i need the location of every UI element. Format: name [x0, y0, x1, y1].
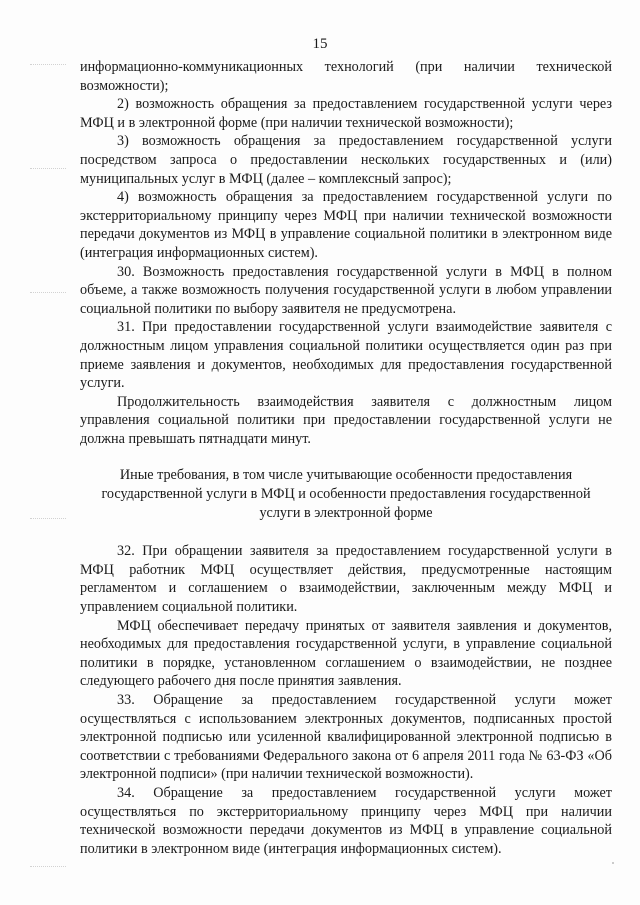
- paragraph: 30. Возможность предоставления государственной услуги в МФЦ в полном объеме, а также возможность получения государственной услуги в любом управлении социальной политики по выбору заявителя не предусмотрена.: [80, 263, 612, 317]
- scan-artifact: [30, 518, 66, 527]
- paragraph: 3) возможность обращения за предоставлением государственной услуги посредством запроса о предоставлении нескольких государственных и (или) муниципальных услуг в МФЦ (далее – комплексный запрос);: [80, 133, 612, 187]
- paragraph: 32. При обращении заявителя за предоставлением государственной услуги в МФЦ работник МФЦ осуществляет действия, предусмотренные настоящим регламентом и соглашением о взаимодействии, заключенным между МФЦ и управлением социальной политики.: [80, 543, 612, 616]
- paragraph: 34. Обращение за предоставлением государственной услуги может осуществляться по экстерриториальному принципу через МФЦ при наличии технической возможности передачи документов из МФЦ в управление социальной политики в электронном виде (интеграция информационных систем).: [80, 784, 612, 857]
- scan-artifact: [30, 866, 66, 875]
- paragraphs-before-heading: [80, 58, 612, 448]
- section-heading: Иные требования, в том числе учитывающие особенности предоставления государственной услуги в МФЦ и особенности предоставления государственной услуги в электронной форме: [101, 467, 591, 521]
- scan-artifact: [30, 292, 66, 301]
- scan-artifact: [30, 168, 66, 177]
- page-number: 15: [312, 36, 328, 52]
- paragraph: 33. Обращение за предоставлением государственной услуги может осуществляться с использованием электронных документов, подписанных простой электронной подписью или усиленной квалифицированной электронной подписью в соответствии с требованиями Федерального закона от 6 апреля 2011 года № 63-ФЗ «Об электронной подписи» (при наличии технической возможности).: [80, 692, 612, 783]
- paragraph: информационно-коммуникационных технологий (при наличии технической возможности);: [80, 59, 612, 94]
- paragraph: 4) возможность обращения за предоставлением государственной услуги по экстерриториальному принципу через МФЦ при наличии технической возможности передачи документов из МФЦ в управление социальной политики в электронном виде (интеграция информационных систем).: [80, 189, 612, 261]
- paragraph: МФЦ обеспечивает передачу принятых от заявителя заявления и документов, необходимых для предоставления государственной услуги, в управление социальной политики в порядке, установленном соглашением о взаимодействии, не позднее следующего рабочего дня после принятия заявления.: [80, 617, 612, 690]
- paragraph: Продолжительность взаимодействия заявителя с должностным лицом управления социальной политики при предоставлении государственной услуги не должна превышать пятнадцати минут.: [80, 393, 612, 447]
- paragraphs-after-heading: [80, 542, 612, 858]
- paragraph: 31. При предоставлении государственной услуги взаимодействие заявителя с должностным лицом управления социальной политики осуществляется один раз при приеме заявления и документов, необходимых для предоставления государственной услуги.: [80, 319, 612, 392]
- document-body: [80, 58, 612, 858]
- paragraph: 2) возможность обращения за предоставлением государственной услуги через МФЦ и в электронной форме (при наличии технической возможности);: [80, 96, 612, 131]
- scan-artifact: [612, 862, 614, 864]
- scan-artifact: [30, 64, 66, 73]
